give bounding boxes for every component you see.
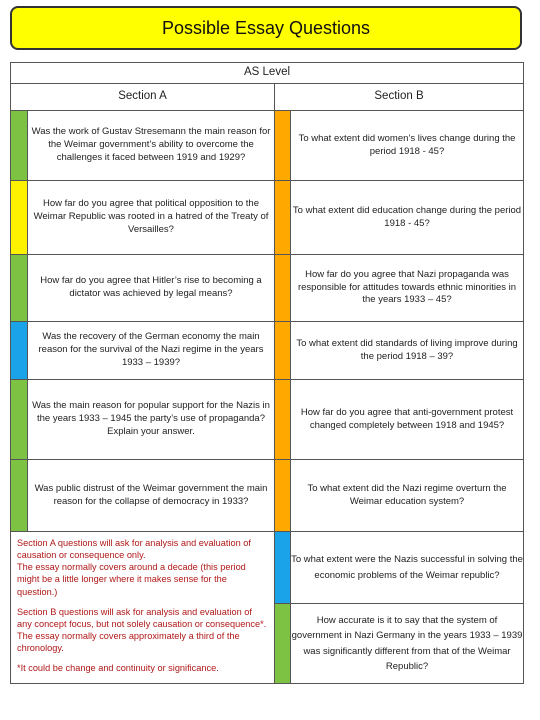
category-bar-b [275,460,291,532]
category-bar-b [275,111,291,181]
table-row [11,322,524,380]
table-row [11,460,524,532]
section-b-question: How accurate is it to say that the system of government in Nazi Germany in the years 1933 – 1939 was significantly different from that of the Weimar Republic? [291,604,524,684]
guidance-notes [11,532,275,684]
section-b-question: To what extent did education change during the period 1918 - 45? [291,181,524,255]
section-a-question: Was the recovery of the German economy the main reason for the survival of the Nazi regime in the years 1933 – 1939? [28,322,275,380]
section-a-question: Was the main reason for popular support for the Nazis in the years 1933 – 1945 the party’s use of propaganda? Explain your answer. [28,380,275,460]
section-b-question: To what extent did women’s lives change during the period 1918 - 45? [291,111,524,181]
category-bar-a [11,255,28,322]
table-row [11,255,524,322]
notes-section-a: Section A questions will ask for analysis and evaluation of causation or consequence only. [17,538,251,561]
page-title: Possible Essay Questions [10,6,522,50]
table-row [11,111,524,181]
notes-footnote: *It could be change and continuity or significance. [17,663,219,674]
section-b-question: How far do you agree that anti-government protest changed completely between 1918 and 1945? [291,380,524,460]
category-bar-b [275,255,291,322]
table-row [11,181,524,255]
table-row [11,532,524,604]
section-b-heading: Section B [275,84,524,111]
section-a-question: Was public distrust of the Weimar government the main reason for the collapse of democracy in 1933? [28,460,275,532]
category-bar-a [11,380,28,460]
table-row [11,380,524,460]
notes-period: The essay normally covers around a decade (this period might be a little longer where it makes sense for the question.) [17,562,246,597]
section-a-heading: Section A [11,84,275,111]
category-bar-a [11,322,28,380]
notes-section-b: Section B questions will ask for analysis and evaluation of any concept focus, but not solely causation or consequence*. The essay normally covers approximately a third of the chronology. [17,606,267,654]
section-b-question: To what extent did standards of living improve during the period 1918 – 39? [291,322,524,380]
category-bar-b [275,322,291,380]
category-bar-b [275,380,291,460]
level-heading: AS Level [11,63,524,84]
section-b-question: How far do you agree that Nazi propaganda was responsible for attitudes towards ethnic minorities in the years 1933 – 45? [291,255,524,322]
category-bar-a [11,460,28,532]
category-bar-a [11,181,28,255]
section-b-question: To what extent did the Nazi regime overturn the Weimar education system? [291,460,524,532]
section-a-question: Was the work of Gustav Stresemann the main reason for the Weimar government’s ability to overcome the challenges it faced between 1919 and 1929? [28,111,275,181]
essay-questions-table [10,62,524,684]
category-bar-b [275,604,291,684]
section-a-question: How far do you agree that Hitler’s rise to becoming a dictator was achieved by legal means? [28,255,275,322]
category-bar-a [11,111,28,181]
category-bar-b [275,532,291,604]
section-a-question: How far do you agree that political opposition to the Weimar Republic was rooted in a hatred of the Treaty of Versailles? [28,181,275,255]
category-bar-b [275,181,291,255]
section-b-question: To what extent were the Nazis successful in solving the economic problems of the Weimar republic? [291,532,524,604]
